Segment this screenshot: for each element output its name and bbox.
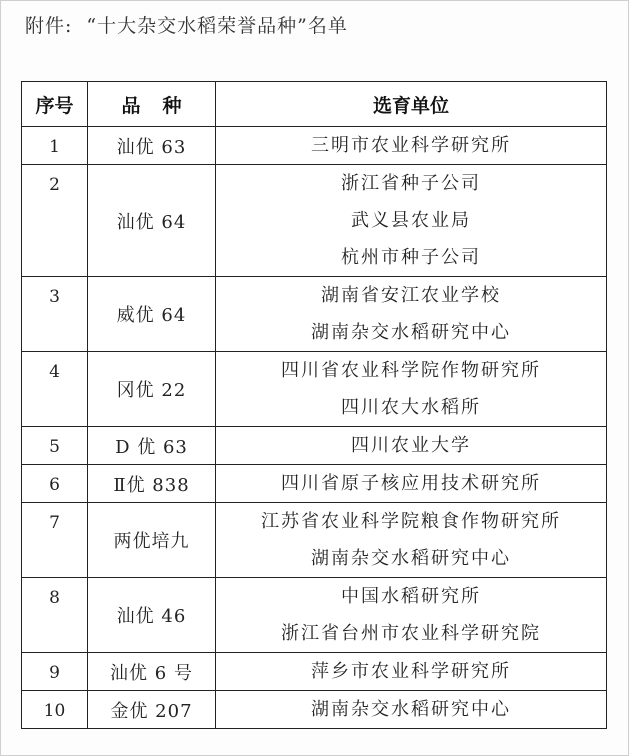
breeding-unit: 四川农业大学 (351, 435, 471, 456)
breeding-unit: 浙江省台州市农业科学研究院 (281, 623, 541, 644)
breeding-unit: 四川省农业科学院作物研究所 (281, 360, 541, 381)
row-units (216, 277, 607, 352)
table-row (22, 277, 607, 352)
row-variety: Ⅱ优 838 (88, 465, 216, 503)
row-seq: 7 (49, 513, 60, 533)
row-variety: 威优 64 (88, 277, 216, 352)
row-units (216, 653, 607, 691)
table-row (22, 352, 607, 427)
row-variety: D 优 63 (88, 427, 216, 465)
row-variety: 汕优 6 号 (88, 653, 216, 691)
row-units (216, 578, 607, 653)
row-units (216, 465, 607, 503)
table-row (22, 503, 607, 578)
row-seq-cell (22, 691, 88, 729)
row-units (216, 503, 607, 578)
breeding-unit: 湖南杂交水稻研究中心 (311, 548, 511, 569)
header-seq: 序号 (22, 82, 88, 127)
table-row (22, 165, 607, 277)
table-row (22, 653, 607, 691)
row-seq: 6 (49, 475, 60, 495)
caption-title: “十大杂交水稻荣誉品种”名单 (86, 15, 348, 37)
table-row (22, 127, 607, 165)
row-variety: 汕优 63 (88, 127, 216, 165)
table-row (22, 691, 607, 729)
breeding-unit: 武义县农业局 (351, 210, 471, 231)
row-seq: 5 (49, 437, 60, 457)
caption-label: 附件: (25, 15, 73, 37)
row-seq-cell (22, 277, 88, 352)
row-units (216, 427, 607, 465)
document-caption (25, 11, 348, 38)
row-seq: 1 (49, 137, 60, 157)
breeding-unit: 四川农大水稻所 (341, 397, 481, 418)
table-row (22, 427, 607, 465)
row-seq: 9 (49, 663, 60, 683)
row-units (216, 127, 607, 165)
breeding-unit: 中国水稻研究所 (341, 586, 481, 607)
row-seq: 4 (49, 362, 60, 382)
breeding-unit: 四川省原子核应用技术研究所 (281, 473, 541, 494)
row-variety: 冈优 22 (88, 352, 216, 427)
row-variety: 汕优 64 (88, 165, 216, 277)
row-variety: 金优 207 (88, 691, 216, 729)
row-seq-cell (22, 465, 88, 503)
table-header-row (22, 82, 607, 127)
row-variety: 汕优 46 (88, 578, 216, 653)
row-seq-cell (22, 578, 88, 653)
row-variety: 两优培九 (88, 503, 216, 578)
row-seq-cell (22, 503, 88, 578)
breeding-unit: 湖南杂交水稻研究中心 (311, 322, 511, 343)
breeding-unit: 浙江省种子公司 (341, 173, 481, 194)
table-row (22, 465, 607, 503)
row-seq-cell (22, 427, 88, 465)
row-units (216, 691, 607, 729)
row-units (216, 165, 607, 277)
row-seq-cell (22, 165, 88, 277)
table-row (22, 578, 607, 653)
breeding-unit: 杭州市种子公司 (341, 247, 481, 268)
row-seq-cell (22, 352, 88, 427)
breeding-unit: 湖南杂交水稻研究中心 (311, 699, 511, 720)
row-seq-cell (22, 653, 88, 691)
variety-table (21, 81, 607, 729)
row-seq: 2 (49, 175, 60, 195)
header-variety: 品种 (88, 82, 216, 127)
row-seq-cell (22, 127, 88, 165)
breeding-unit: 湖南省安江农业学校 (321, 285, 501, 306)
row-seq: 3 (49, 287, 60, 307)
breeding-unit: 江苏省农业科学院粮食作物研究所 (261, 511, 561, 532)
row-units (216, 352, 607, 427)
row-seq: 8 (49, 588, 60, 608)
breeding-unit: 萍乡市农业科学研究所 (311, 661, 511, 682)
breeding-unit: 三明市农业科学研究所 (311, 135, 511, 156)
row-seq: 10 (43, 701, 66, 721)
header-units: 选育单位 (216, 82, 607, 127)
table-body (22, 127, 607, 729)
